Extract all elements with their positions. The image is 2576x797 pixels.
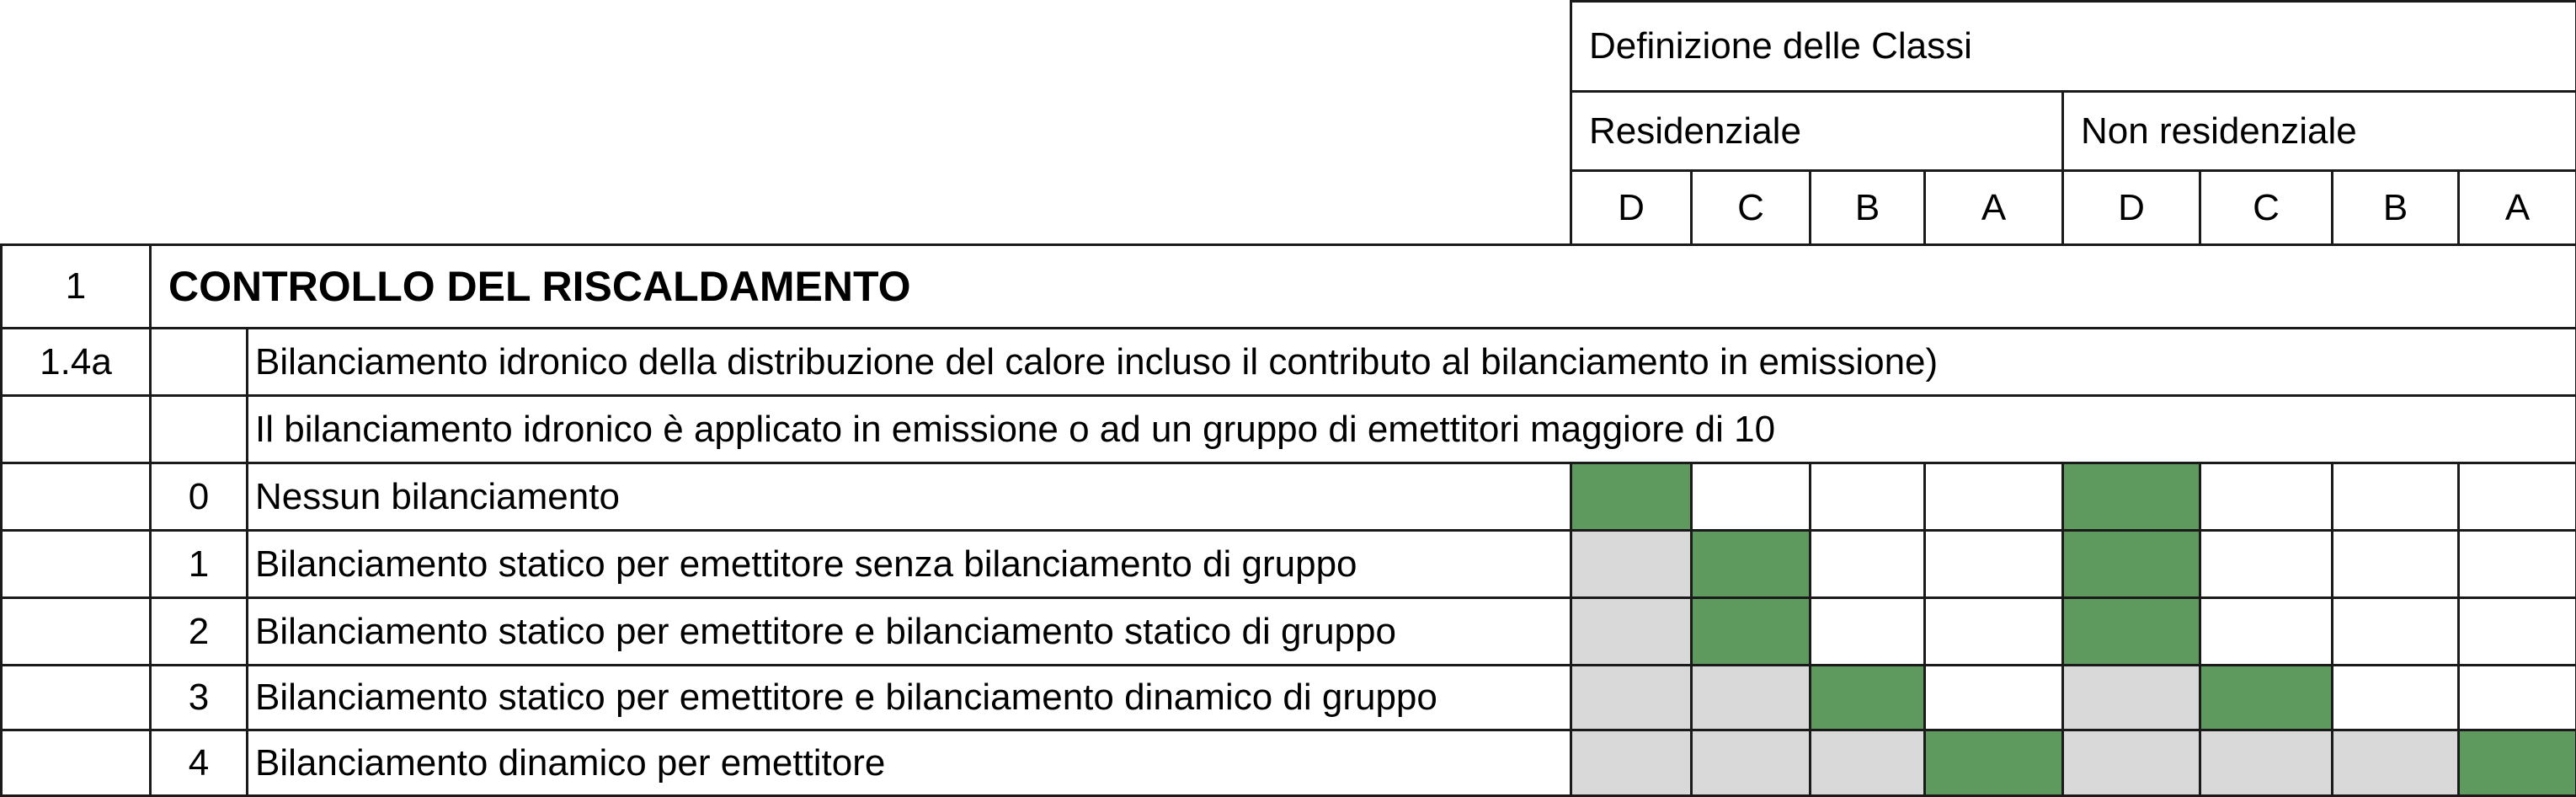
class-cell-white [2333, 531, 2459, 598]
option-level: 3 [151, 666, 248, 730]
class-cell-white [1925, 463, 2063, 531]
class-cell-green [1811, 666, 1925, 730]
class-cell-white [1925, 531, 2063, 598]
subsection-row [2, 329, 2576, 396]
option-row [2, 531, 2576, 598]
class-cell-green [2063, 598, 2200, 666]
class-header-nonres-b: B [2333, 171, 2459, 245]
option-label: Bilanciamento statico per emettitore senza bilanciamento di gruppo [248, 531, 1571, 598]
class-cell-white [2200, 463, 2333, 531]
class-cell-white [2333, 598, 2459, 666]
class-cell-grey [2063, 666, 2200, 730]
class-cell-grey [2063, 730, 2200, 796]
section-row [2, 245, 2576, 329]
class-cell-white [2459, 463, 2576, 531]
class-header-res-b: B [1811, 171, 1925, 245]
class-cell-white [1692, 463, 1811, 531]
class-header-res-c: C [1692, 171, 1811, 245]
option-row [2, 666, 2576, 730]
class-cell-white [1925, 598, 2063, 666]
option-level: 1 [151, 531, 248, 598]
option-level: 0 [151, 463, 248, 531]
class-cell-green [2200, 666, 2333, 730]
class-cell-grey [1571, 730, 1692, 796]
class-header-res-a: A [1925, 171, 2063, 245]
class-cell-white [1811, 531, 1925, 598]
option-row [2, 730, 2576, 796]
class-cell-white [1811, 598, 1925, 666]
class-header-nonres-c: C [2200, 171, 2333, 245]
class-cell-grey [1571, 666, 1692, 730]
class-cell-grey [1571, 598, 1692, 666]
class-cell-green [2459, 730, 2576, 796]
class-cell-green [1692, 598, 1811, 666]
section-number: 1 [2, 245, 151, 329]
class-cell-grey [1692, 730, 1811, 796]
class-cell-green [1925, 730, 2063, 796]
class-cell-green [1571, 463, 1692, 531]
option-label: Nessun bilanciamento [248, 463, 1571, 531]
subsection-note: Il bilanciamento idronico è applicato in emissione o ad un gruppo di emettitori maggiore di 10 [248, 396, 2576, 463]
class-cell-white [1811, 463, 1925, 531]
class-cell-white [2333, 666, 2459, 730]
header-row-classes [2, 171, 2576, 245]
section-title: CONTROLLO DEL RISCALDAMENTO [151, 245, 2576, 329]
class-cell-white [2333, 463, 2459, 531]
class-header-nonres-a: A [2459, 171, 2576, 245]
class-cell-white [2459, 531, 2576, 598]
option-label: Bilanciamento dinamico per emettitore [248, 730, 1571, 796]
class-cell-grey [1692, 666, 1811, 730]
class-header-nonres-d: D [2063, 171, 2200, 245]
class-cell-white [2200, 598, 2333, 666]
option-row [2, 463, 2576, 531]
class-cell-grey [1811, 730, 1925, 796]
class-cell-grey [2200, 730, 2333, 796]
subsection-title: Bilanciamento idronico della distribuzione del calore incluso il contributo al bilanciamento in emissione) [248, 329, 2576, 396]
class-cell-white [1925, 666, 2063, 730]
subsection-note-row [2, 396, 2576, 463]
class-cell-grey [1571, 531, 1692, 598]
class-cell-green [1692, 531, 1811, 598]
subsection-code: 1.4a [2, 329, 151, 396]
class-header-res-d: D [1571, 171, 1692, 245]
class-cell-green [2063, 463, 2200, 531]
class-cell-white [2200, 531, 2333, 598]
option-level: 2 [151, 598, 248, 666]
class-cell-grey [2333, 730, 2459, 796]
header-row-group [2, 2, 2576, 92]
class-cell-white [2459, 598, 2576, 666]
header-row-category [2, 92, 2576, 171]
class-definition-header: Definizione delle Classi [1571, 2, 2576, 92]
option-level: 4 [151, 730, 248, 796]
nonresidential-header: Non residenziale [2063, 92, 2576, 171]
option-label: Bilanciamento statico per emettitore e bilanciamento dinamico di gruppo [248, 666, 1571, 730]
class-cell-green [2063, 531, 2200, 598]
option-row [2, 598, 2576, 666]
option-label: Bilanciamento statico per emettitore e bilanciamento statico di gruppo [248, 598, 1571, 666]
class-cell-white [2459, 666, 2576, 730]
residential-header: Residenziale [1571, 92, 2063, 171]
